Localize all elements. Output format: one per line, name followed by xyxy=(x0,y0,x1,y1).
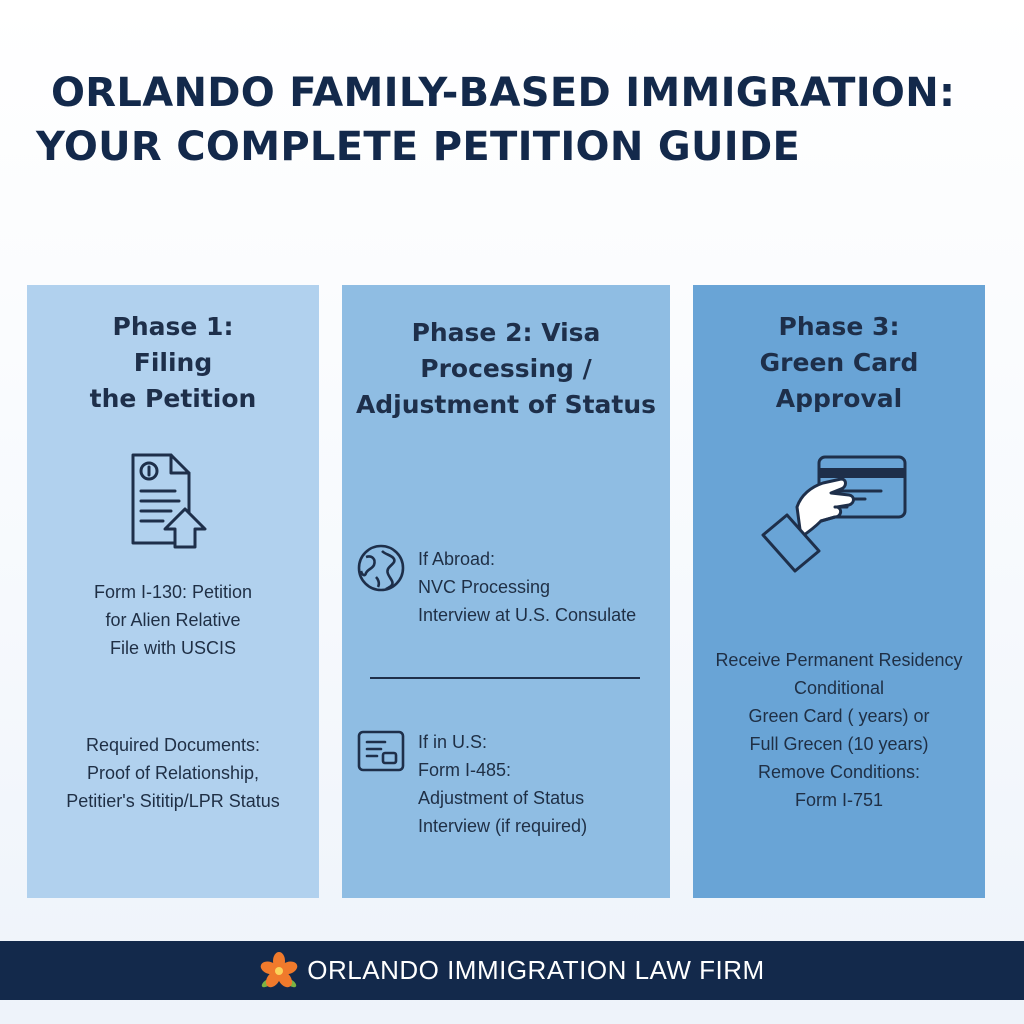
phase-3-panel xyxy=(693,285,985,898)
phase-1-title-line: Filing xyxy=(133,348,213,377)
phase-2-us-line: Interview (if required) xyxy=(418,816,588,836)
phase-1-form-line: File with USCIS xyxy=(109,638,237,658)
phase-2-abroad-line: NVC Processing xyxy=(418,577,551,597)
phase-1-required-documents xyxy=(27,731,319,815)
phase-2-us-line: Adjustment of Status xyxy=(418,788,585,808)
phase-2-abroad-line: Interview at U.S. Consulate xyxy=(418,605,637,625)
phase-2-us-info xyxy=(418,728,587,840)
phase-3-line: Remove Conditions: xyxy=(757,762,921,782)
page-title-line-1: ORLANDO FAMILY-BASED IMMIGRATION: xyxy=(51,70,956,116)
phase-3-line: Receive Permanent Residency xyxy=(715,650,963,670)
firm-name: ORLANDO IMMIGRATION LAW FIRM xyxy=(307,955,765,985)
hand-holding-card-icon xyxy=(761,451,911,581)
phase-1-title xyxy=(27,309,319,417)
phase-3-line: Form I-751 xyxy=(794,790,884,810)
phase-1-required-line: Petitier's Sititip/LPR Status xyxy=(66,791,280,811)
phase-1-required-line: Proof of Relationship, xyxy=(86,763,260,783)
phase-2-abroad-line: If Abroad: xyxy=(418,549,496,569)
phase-1-title-line: the Petition xyxy=(89,384,257,413)
phase-1-panel xyxy=(27,285,319,898)
phase-2-us-line: If in U.S: xyxy=(418,732,488,752)
page-title-line-2: YOUR COMPLETE PETITION GUIDE xyxy=(36,124,801,170)
id-card-icon xyxy=(356,727,406,775)
phase-2-title-line: Processing / xyxy=(420,354,592,383)
phase-1-title-line: Phase 1: xyxy=(112,312,234,341)
phase-2-title-line: Adjustment of Status xyxy=(355,390,657,419)
phase-2-title-line: Phase 2: Visa xyxy=(411,318,601,347)
phase-3-approval-info xyxy=(693,646,985,814)
phase-2-panel xyxy=(342,285,670,898)
page-title xyxy=(36,66,996,174)
phase-3-line: Full Grecen (10 years) xyxy=(749,734,929,754)
phase-2-abroad-info xyxy=(418,545,636,629)
phase-3-line: Green Card ( years) or xyxy=(748,706,930,726)
phase-1-required-line: Required Documents: xyxy=(85,735,261,755)
footer-banner xyxy=(0,941,1024,1000)
phase-3-title-line: Approval xyxy=(775,384,903,413)
phase-1-form-line: for Alien Relative xyxy=(105,610,241,630)
phase-2-title xyxy=(342,315,670,423)
phase-2-us-line: Form I-485: xyxy=(418,760,512,780)
phase-1-form-info xyxy=(27,578,319,662)
phase-3-title-line: Green Card xyxy=(759,348,919,377)
phase-1-form-line: Form I-130: Petition xyxy=(93,582,253,602)
phase-3-title xyxy=(693,309,985,417)
orange-blossom-icon xyxy=(259,951,299,991)
globe-icon xyxy=(356,543,406,593)
document-upload-icon xyxy=(127,451,213,551)
phase-2-divider xyxy=(370,677,640,679)
phase-3-line: Conditional xyxy=(793,678,885,698)
phase-3-title-line: Phase 3: xyxy=(778,312,900,341)
